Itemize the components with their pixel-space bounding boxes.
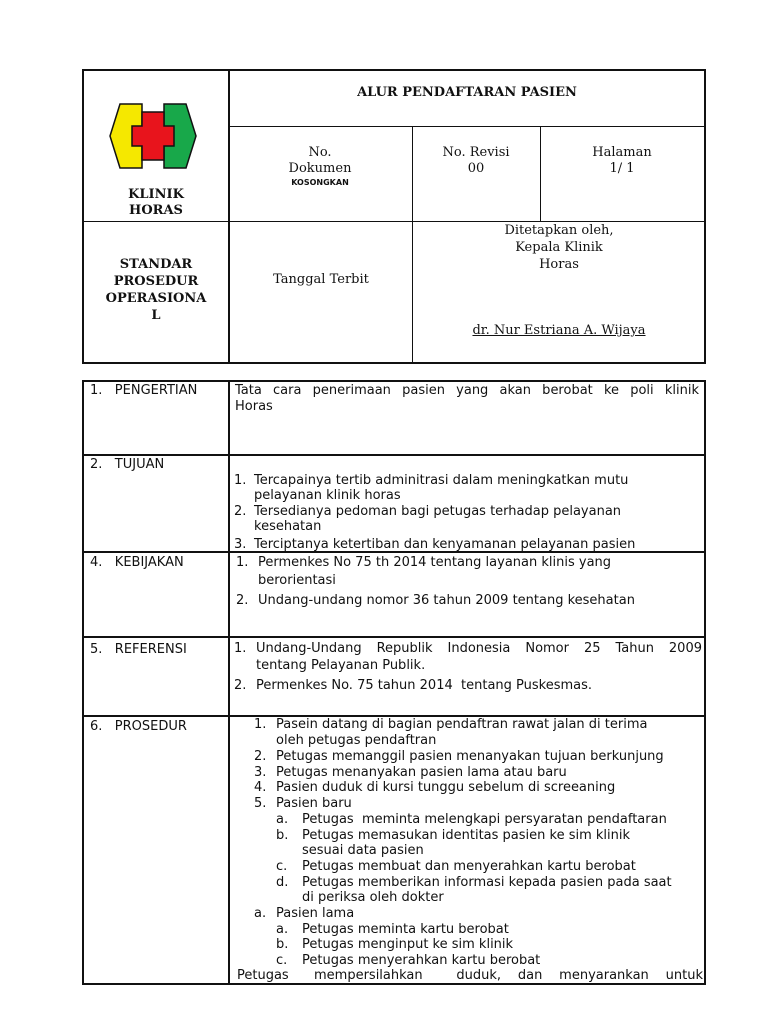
approval-block xyxy=(414,222,704,273)
issue-date-label: Tanggal Terbit xyxy=(273,272,369,287)
sub-list-item-cont: sesuai data pasien xyxy=(302,843,424,858)
page-cell xyxy=(542,145,702,177)
clinic-name-line1: KLINIK xyxy=(128,187,184,202)
revision-cell xyxy=(414,145,538,177)
list-item: 1. Tercapainya tertib adminitrasi dalam meningkatkan mutu xyxy=(234,473,629,488)
revision-value: 00 xyxy=(467,161,485,176)
list-item: 2. Permenkes No. 75 tahun 2014 tentang Puskesmas. xyxy=(234,678,593,693)
list-item: 2. Petugas memanggil pasien menanyakan tujuan berkunjung xyxy=(254,749,664,764)
sub-list-item-cont: di periksa oleh dokter xyxy=(302,890,444,905)
sub-list-item: c. Petugas menyerahkan kartu berobat xyxy=(276,953,541,968)
approved-by: Ditetapkan oleh, xyxy=(504,223,614,238)
sub-list-item: c. Petugas membuat dan menyerahkan kartu berobat xyxy=(276,859,636,874)
sop-label: STANDAR PROSEDUR OPERASIONA L xyxy=(105,257,207,323)
list-item-cont: tentang Pelayanan Publik. xyxy=(256,658,426,673)
list-item-cont: oleh petugas pendaftran xyxy=(276,733,437,748)
pengertian-text-line1: Tata cara penerimaan pasien yang akan berobat ke poli klinik xyxy=(235,383,699,398)
approver-title: Kepala Klinik xyxy=(515,240,603,255)
list-item: 2. Tersedianya pedoman bagi petugas terhadap pelayanan xyxy=(234,504,622,519)
list-item-cont: pelayanan klinik horas xyxy=(254,488,401,503)
sub-list-item: d. Petugas memberikan informasi kepada pasien pada saat xyxy=(276,875,672,890)
doc-number-value: KOSONGKAN xyxy=(291,178,349,187)
approver-org: Horas xyxy=(539,257,579,272)
list-item-old-patient: a. Pasien lama xyxy=(254,906,355,921)
clinic-logo xyxy=(108,102,198,172)
list-item: 1. Pasein datang di bagian pendaftran rawat jalan di terima xyxy=(254,717,648,732)
sub-list-item: b. Petugas memasukan identitas pasien ke sim klinik xyxy=(276,828,631,843)
section-label-tujuan: 2. TUJUAN xyxy=(90,457,165,472)
prosedur-closing-line: Petugas mempersilahkan duduk, dan menyarankan untuk xyxy=(237,968,703,983)
list-item: 3. Petugas menanyakan pasien lama atau baru xyxy=(254,765,567,780)
clinic-name-line2: HORAS xyxy=(129,203,183,218)
section-label-referensi: 5. REFERENSI xyxy=(90,642,187,657)
list-item: 1. Permenkes No 75 th 2014 tentang layanan klinis yang xyxy=(236,555,612,570)
section-label-prosedur: 6. PROSEDUR xyxy=(90,719,187,734)
list-item: 5. Pasien baru xyxy=(254,796,352,811)
revision-label: No. Revisi xyxy=(442,145,510,160)
section-label-kebijakan: 4. KEBIJAKAN xyxy=(90,555,184,570)
list-item: 1. Undang-Undang Republik Indonesia Nomor 25 Tahun 2009 xyxy=(234,641,702,656)
list-item-cont: berorientasi xyxy=(258,573,336,588)
sub-list-item: a. Petugas meminta kartu berobat xyxy=(276,922,509,937)
page-label: Halaman xyxy=(592,145,652,160)
sub-list-item: b. Petugas menginput ke sim klinik xyxy=(276,937,514,952)
clinic-name xyxy=(100,187,212,219)
pengertian-text-line2: Horas xyxy=(235,399,273,414)
section-label-pengertian: 1. PENGERTIAN xyxy=(90,383,198,398)
list-item: 2. Undang-undang nomor 36 tahun 2009 tentang kesehatan xyxy=(236,593,635,608)
document-title: ALUR PENDAFTARAN PASIEN xyxy=(357,85,577,100)
list-item: 3. Terciptanya ketertiban dan kenyamanan pelayanan pasien xyxy=(234,537,636,552)
list-item: 4. Pasien duduk di kursi tunggu sebelum di screeaning xyxy=(254,780,616,795)
doc-number-label: No. Dokumen xyxy=(288,145,352,176)
page-value: 1/ 1 xyxy=(609,161,635,176)
list-item-cont: kesehatan xyxy=(254,519,322,534)
signatory-name: dr. Nur Estriana A. Wijaya xyxy=(472,323,646,338)
sub-list-item: a. Petugas meminta melengkapi persyaratan pendaftaran xyxy=(276,812,667,827)
